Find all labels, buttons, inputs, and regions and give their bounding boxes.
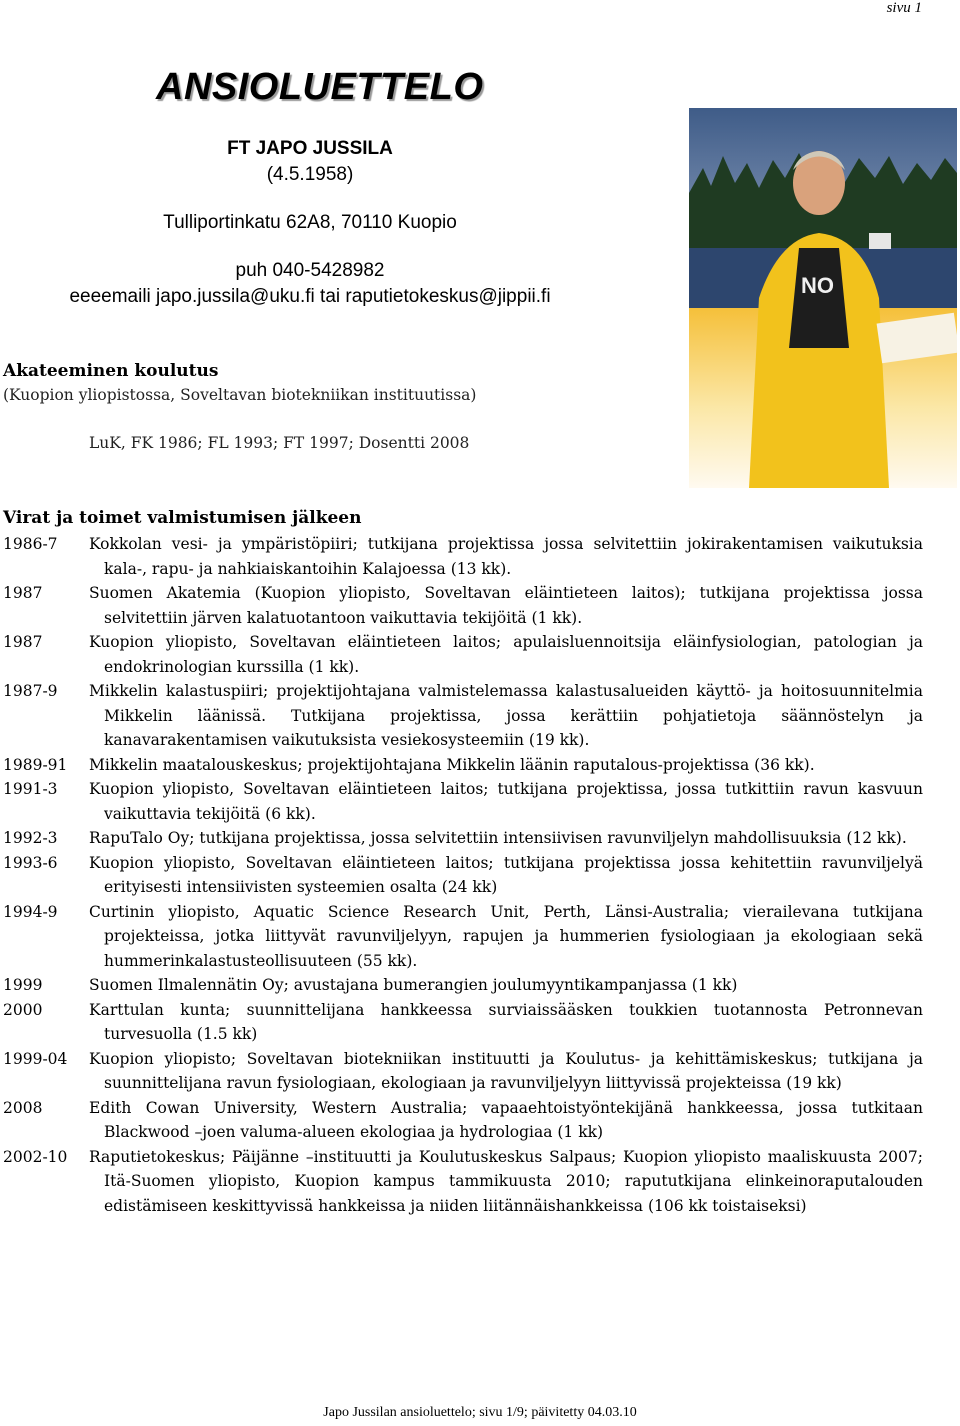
degrees: LuK, FK 1986; FL 1993; FT 1997; Dosentti 2008 (89, 434, 470, 452)
job-entry (3, 753, 923, 778)
job-entry (3, 630, 923, 679)
job-description: Curtinin yliopisto, Aquatic Science Research Unit, Perth, Länsi-Australia; vierailevana tutkijana projekteissa, jotka liittyvät ravunviljelyyn, rapujen ja hummerien fysiologiaan ja ekologiaan sekä hummerinkalastusteollisuuteen (55 kk). (89, 902, 923, 970)
job-year: 1989-91 (3, 755, 68, 774)
page-number: sivu 1 (886, 0, 922, 16)
job-entry (3, 1145, 923, 1219)
job-year: 1987 (3, 584, 43, 602)
job-year: 1999-04 (3, 1049, 68, 1068)
job-year: 2008 (3, 1098, 43, 1117)
job-description: Karttulan kunta; suunnittelijana hankkeessa surviaissääsken toukkien tuotannosta Petronnevan turvesuolla (1.5 kk) (89, 1000, 923, 1043)
job-description: Edith Cowan University, Western Australia; vapaaehtoistyöntekijänä hankkeessa, jossa tutkitaan Blackwood –joen valuma-alueen ekologiaa ja hydrologiaa (1 kk) (89, 1098, 923, 1141)
phone: puh 040-5428982 (235, 260, 385, 281)
job-entry (3, 777, 923, 826)
job-entry (3, 532, 923, 581)
job-description: Mikkelin kalastuspiiri; projektijohtajana valmistelemassa kalastusalueiden käyttö- ja hoitosuunnitelmia Mikkelin läänissä. Tutkijana projektissa, jossa kerättiin pohjatietoja säännöstelyn ja kanavarakentamisen vaikutuksista vesiekosysteemiin (19 kk). (89, 682, 923, 749)
job-entry (3, 973, 923, 998)
job-entry (3, 1047, 923, 1096)
job-year: 1999 (3, 976, 43, 994)
job-year: 1992-3 (3, 829, 58, 847)
job-description: RapuTalo Oy; tutkijana projektissa, jossa selvitettiin intensiivisen ravunviljelyn mahdollisuuksia (12 kk). (89, 829, 907, 847)
job-description: Raputietokeskus; Päijänne –instituutti ja Koulutuskeskus Salpaus; Kuopion yliopisto maaliskuusta 2007; Itä-Suomen yliopisto, Kuopion kampus tammikuusta 2010; rapututkijana elinkeinoraputalouden edistämiseen keskittyvissä hankkeissa ja niiden liitännäishankkeissa (106 kk toistaiseksi) (89, 1147, 923, 1215)
job-description: Suomen Ilmalennätin Oy; avustajana bumerangien joulumyyntikampanjassa (1 kk) (89, 976, 738, 994)
education-subtitle: (Kuopion yliopistossa, Soveltavan biotekniikan instituutissa) (3, 386, 477, 404)
job-year: 1986-7 (3, 535, 58, 553)
job-entry (3, 851, 923, 900)
address: Tulliportinkatu 62A8, 70110 Kuopio (163, 212, 457, 233)
job-description: Suomen Akatemia (Kuopion yliopisto, Soveltavan eläintieteen laitos); tutkijana projektissa jossa selvitettiin järven kalatuotantoon vaikuttavia tekijöitä (1 kk). (89, 584, 923, 627)
job-description: Kuopion yliopisto, Soveltavan eläintieteen laitos; tutkijana projektissa jossa kehitettiin ravunviljelyä erityisesti intensiivisten systeemien osalta (24 kk) (89, 853, 923, 896)
svg-text:NO: NO (801, 273, 834, 298)
job-year: 2002-10 (3, 1147, 68, 1166)
page-footer: Japo Jussilan ansioluettelo; sivu 1/9; päivitetty 04.03.10 (323, 1405, 637, 1420)
job-entry (3, 679, 923, 753)
job-entry (3, 1096, 923, 1145)
job-entry (3, 900, 923, 974)
job-entry (3, 998, 923, 1047)
job-year: 1991-3 (3, 780, 58, 798)
job-description: Kuopion yliopisto; Soveltavan biotekniikan instituutti ja Koulutus- ja kehittämiskeskus; tutkijana ja suunnittelijana ravun fysiologiaan, ekologiaan ja ravunviljelyyn liittyvissä projekteissa (19 kk) (89, 1049, 923, 1092)
job-description: Kuopion yliopisto, Soveltavan eläintieteen laitos; tutkijana projektissa, jossa tutkittiin ravun kasvuun vaikuttavia tekijöitä (6 kk). (89, 780, 923, 823)
job-entry (3, 581, 923, 630)
job-year: 2000 (3, 1000, 43, 1019)
job-entry (3, 826, 923, 851)
job-year: 1994-9 (3, 902, 58, 921)
person-name: FT JAPO JUSSILA (227, 138, 393, 159)
education-heading: Akateeminen koulutus (3, 361, 219, 381)
job-description: Kokkolan vesi- ja ympäristöpiiri; tutkijana projektissa jossa selvitettiin jokirakentamisen vaikutuksia kala-, rapu- ja nahkiaiskantoihin Kalajoessa (13 kk). (89, 535, 923, 578)
job-description: Kuopion yliopisto, Soveltavan eläintieteen laitos; apulaisluennoitsija eläinfysiologian, patologian ja endokrinologian kurssilla (1 kk). (89, 633, 923, 676)
email: eeeemaili japo.jussila@uku.fi tai raputietokeskus@jippii.fi (69, 286, 551, 307)
portrait-photo (689, 108, 957, 488)
job-year: 1987-9 (3, 682, 58, 700)
jobs-heading: Virat ja toimet valmistumisen jälkeen (3, 508, 362, 528)
jobs-list (3, 532, 923, 1218)
job-year: 1987 (3, 633, 43, 651)
job-year: 1993-6 (3, 853, 58, 872)
birthdate: (4.5.1958) (266, 164, 354, 185)
document-title: ANSIOLUETTELO (156, 66, 484, 108)
job-description: Mikkelin maatalouskeskus; projektijohtajana Mikkelin läänin raputalous-projektissa (36 kk). (89, 755, 815, 774)
